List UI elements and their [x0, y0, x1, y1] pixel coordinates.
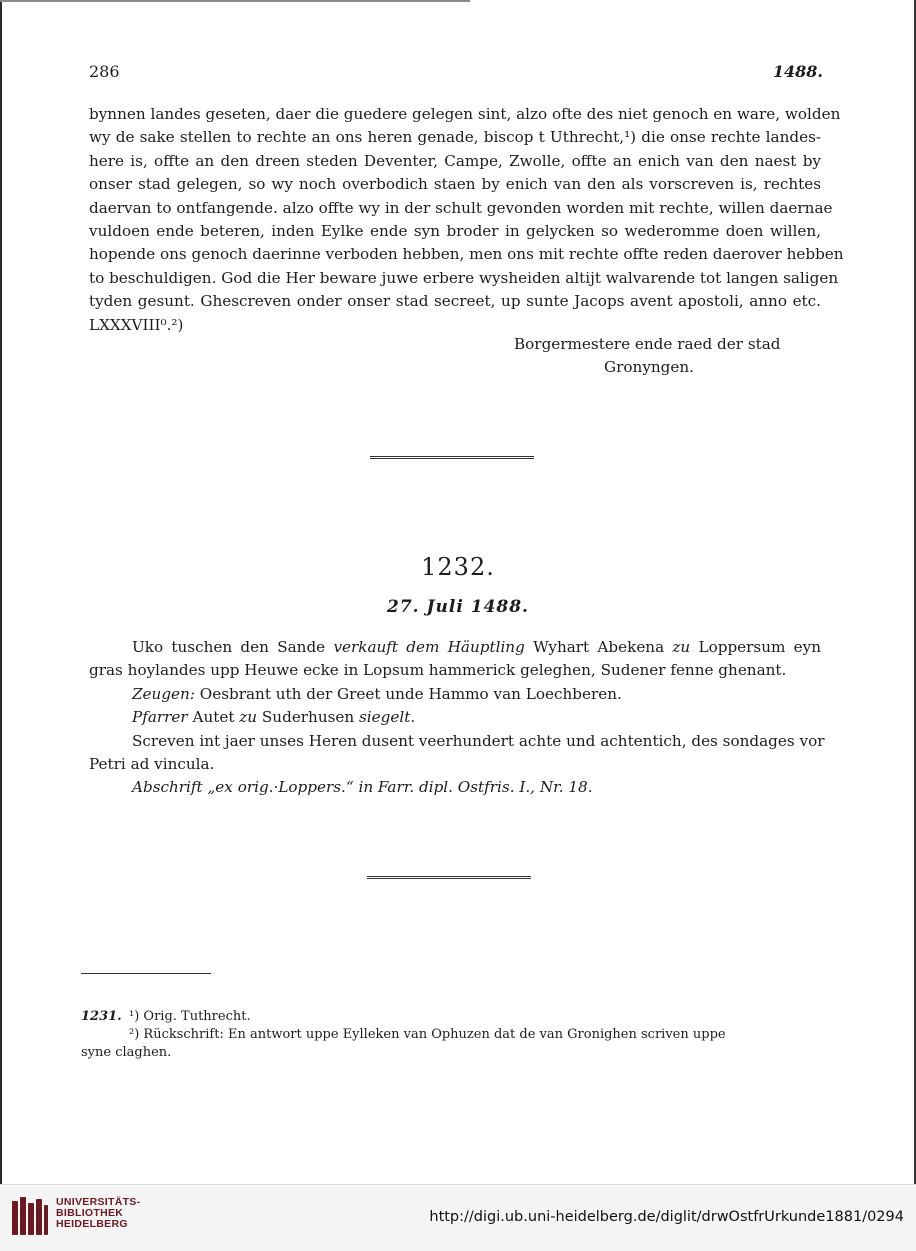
- footnote-1: [81, 1008, 821, 1026]
- library-name-line: UNIVERSITÄTS-: [56, 1196, 141, 1208]
- seal-text: Autet: [187, 708, 240, 727]
- text-line: vuldoen ende beteren, inden Eylke ende syn broder in gelycken so wederomme doen willen,: [89, 222, 821, 241]
- footnote-separator: [81, 973, 211, 974]
- university-library-logo-icon[interactable]: [10, 1195, 50, 1239]
- document-number: 1232.: [421, 553, 495, 581]
- witnesses-label: Zeugen:: [132, 684, 195, 703]
- text-line: onser stad gelegen, so wy noch overbodich staen by enich van den als vorscreven is, rechtes: [89, 175, 821, 194]
- text-line: to beschuldigen. God die Her beware juwe erbere wysheiden altijt walvarende tot langen saligen: [89, 268, 839, 287]
- seal-text: Suderhusen: [257, 708, 360, 727]
- footnotes: [81, 1008, 821, 1062]
- section-divider-2: [367, 876, 531, 879]
- dating-line-2: Petri ad vincula.: [89, 755, 215, 774]
- text-line: tyden gesunt. Ghescreven onder onser stad secreet, up sunte Jacops avent apostoli, anno etc.: [89, 292, 821, 311]
- witnesses-line: [89, 683, 821, 706]
- document-date: 27. Juli 1488.: [387, 597, 529, 617]
- signature-council: Borgermestere ende raed der stad: [514, 335, 781, 353]
- library-name-line: BIBLIOTHEK: [56, 1207, 124, 1219]
- dating-line: Screven int jaer unses Heren dusent veerhundert achte und achtentich, des sondages vor: [132, 731, 825, 750]
- source-note: Abschrift „ex orig.·Loppers.“ in Farr. dipl. Ostfris. I., Nr. 18.: [132, 778, 593, 797]
- charter-1231-text: [89, 103, 844, 337]
- text-line: hopende ons genoch daerinne verboden hebben, men ons mit rechte offte reden daerover hebben: [89, 245, 844, 264]
- footnote-1-text: ¹) Orig. Tuthrecht.: [129, 1009, 251, 1024]
- section-divider: [370, 456, 534, 459]
- witnesses-text: Oesbrant uth der Greet unde Hammo van Loechberen.: [194, 684, 622, 703]
- text-line: wy de sake stellen to rechte an ons heren genade, biscop t Uthrecht,¹) die onse rechte landes-: [89, 128, 821, 147]
- seal-italic: Pfarrer: [132, 708, 188, 727]
- running-year: 1488.: [772, 62, 823, 81]
- summary-italic: zu: [672, 638, 691, 656]
- footnote-2-text: ²) Rückschrift: En antwort uppe Eylleken van Ophuzen dat de van Gronighen scriven uppe: [129, 1027, 726, 1042]
- scan-edge-top: [0, 0, 470, 2]
- seal-line: [89, 706, 821, 729]
- page-number: 286: [89, 62, 120, 81]
- footnote-2: [81, 1026, 821, 1044]
- library-name: [56, 1197, 140, 1230]
- page-header: [89, 62, 823, 84]
- footnote-2-cont: syne claghen.: [81, 1045, 172, 1060]
- text-line: LXXXVIII⁰.²): [89, 315, 184, 334]
- seal-italic: zu: [239, 708, 258, 727]
- summary-italic: verkauft dem Häuptling: [333, 638, 525, 656]
- summary-line: [89, 636, 821, 659]
- signature-city: Gronyngen.: [604, 358, 694, 376]
- footnote-charter-label: 1231.: [81, 1009, 122, 1024]
- text-line: bynnen landes geseten, daer die guedere gelegen sint, alzo ofte des niet genoch en ware, wolden: [89, 105, 841, 123]
- scan-edge-left: [0, 0, 2, 1184]
- text-line: here is, offte an den dreen steden Deventer, Campe, Zwolle, offte an enich van den naest by: [89, 151, 821, 170]
- seal-italic: siegelt.: [359, 708, 416, 727]
- charter-1232-regest: [89, 636, 825, 800]
- summary-line-2: gras hoylandes upp Heuwe ecke in Lopsum hammerick geleghen, Sudener fenne ghenant.: [89, 661, 787, 680]
- summary-text: Wyhart Abekena: [524, 638, 673, 656]
- viewer-footer: [0, 1184, 916, 1251]
- library-name-line: HEIDELBERG: [56, 1218, 128, 1230]
- text-line: daervan to ontfangende. alzo offte wy in der schult gevonden worden mit rechte, willen daernae: [89, 198, 833, 217]
- summary-text: Loppersum eyn: [690, 638, 822, 656]
- summary-text: Uko tuschen den Sande: [132, 638, 334, 656]
- permalink-url[interactable]: http://digi.ub.uni-heidelberg.de/diglit/drwOstfrUrkunde1881/0294: [429, 1209, 904, 1225]
